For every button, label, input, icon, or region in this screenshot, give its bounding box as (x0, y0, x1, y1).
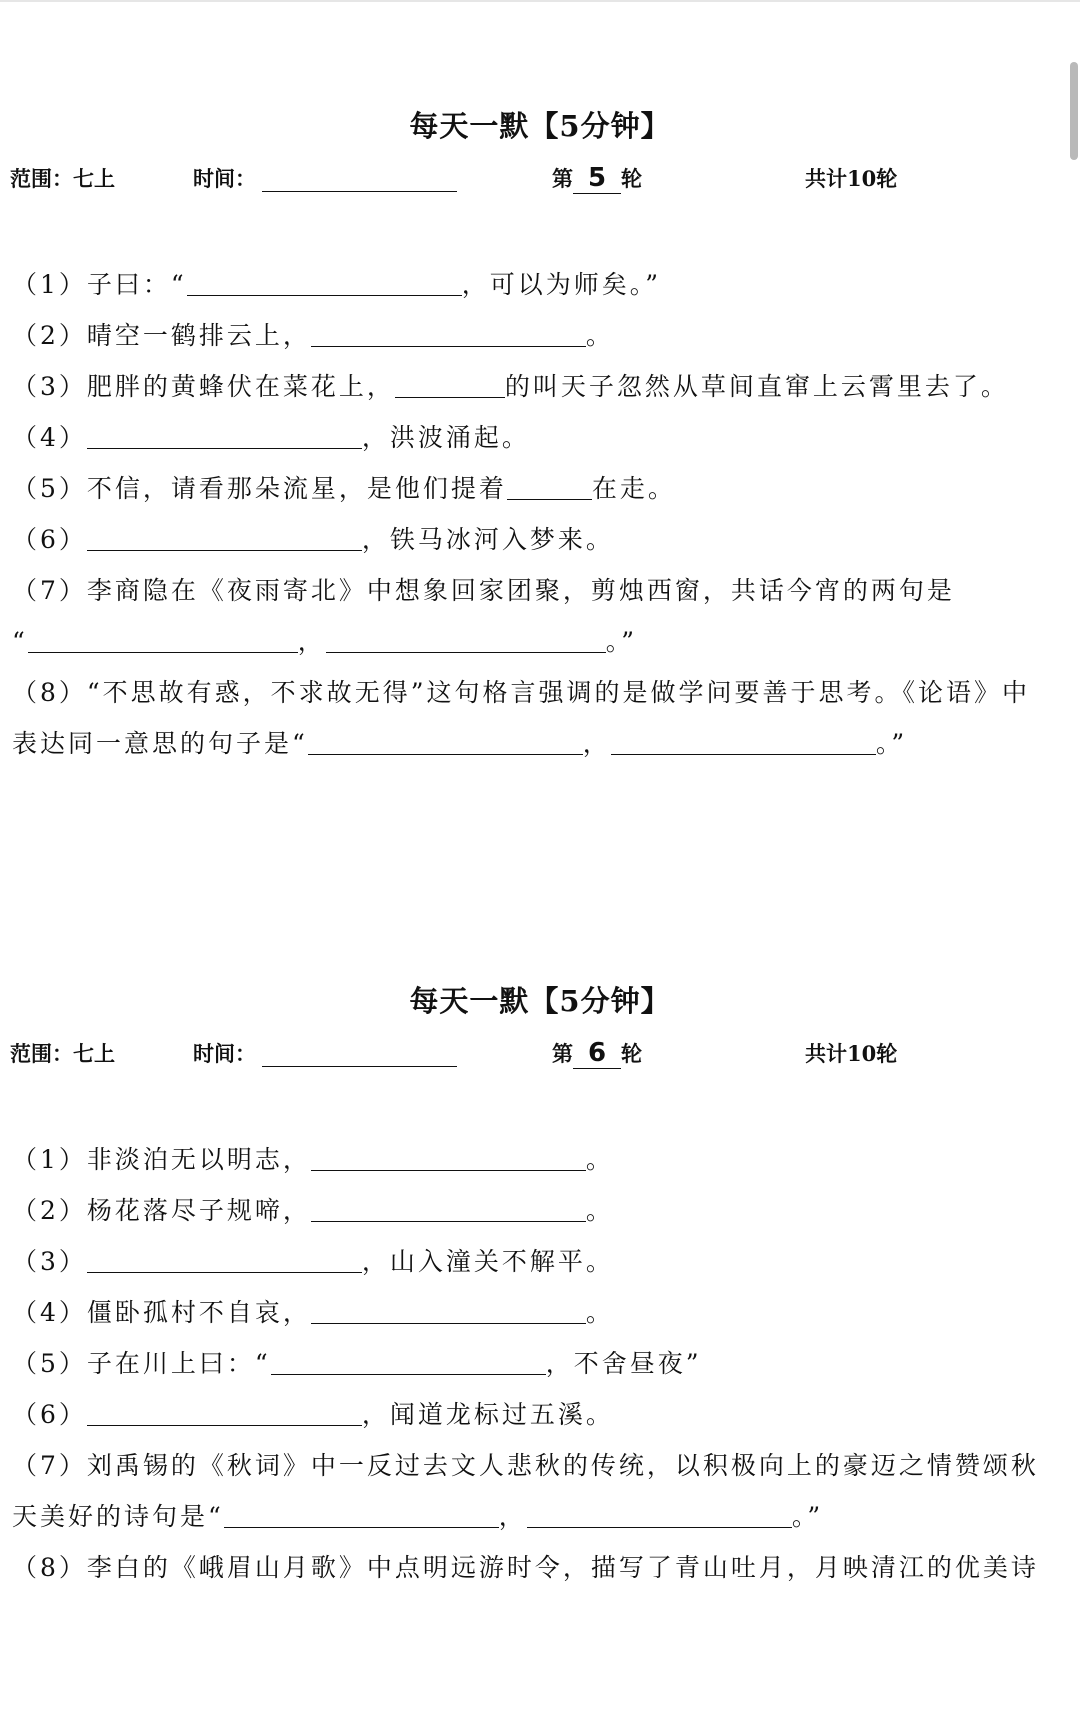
sheet-title: 每天一默【5分钟】 (409, 984, 671, 1018)
sheet-title: 每天一默【5分钟】 (409, 109, 671, 143)
question-text: 。” (875, 729, 908, 758)
question-text: （3） (12, 1247, 87, 1276)
question-text: （2）晴空一鹤排云上， (12, 321, 311, 350)
question-7-answer (12, 1497, 823, 1533)
question-text: 。 (585, 1298, 614, 1327)
round-number: 5 (573, 163, 621, 194)
time-label: 时间： (193, 1041, 256, 1066)
answer-blank[interactable] (527, 1503, 792, 1528)
answer-blank[interactable] (224, 1503, 499, 1528)
question-text: 。” (605, 627, 638, 656)
question-6 (12, 520, 614, 556)
time-blank[interactable] (262, 1044, 457, 1067)
question-text: 。 (585, 1196, 614, 1225)
question-text: （6） (12, 1400, 87, 1429)
answer-blank[interactable] (308, 730, 583, 755)
question-2 (12, 1191, 614, 1227)
question-text: 表达同一意思的句子是“ (12, 729, 308, 758)
question-text: （4） (12, 423, 87, 452)
question-text: ，可以为师矣。” (461, 270, 661, 299)
answer-blank[interactable] (611, 730, 876, 755)
time-field (193, 163, 457, 193)
answer-blank[interactable] (395, 373, 505, 398)
question-text: ，洪波涌起。 (361, 423, 530, 452)
answer-blank[interactable] (271, 1350, 546, 1375)
question-text: “ (12, 627, 28, 656)
question-text: （5）不信，请看那朵流星，是他们提着 (12, 474, 507, 503)
question-7 (12, 571, 955, 607)
question-text: ，闻道龙标过五溪。 (361, 1400, 614, 1429)
question-text: （6） (12, 525, 87, 554)
question-text: （3）肥胖的黄蜂伏在菜花上， (12, 372, 395, 401)
total-rounds: 共计10轮 (805, 1041, 898, 1066)
question-6 (12, 1395, 614, 1431)
answer-blank[interactable] (326, 628, 606, 653)
round-number: 6 (573, 1038, 621, 1069)
time-label: 时间： (193, 166, 256, 191)
question-text: 。 (585, 1145, 614, 1174)
question-text: （7）刘禹锡的《秋词》中一反过去文人悲秋的传统，以积极向上的豪迈之情赞颂秋 (12, 1451, 1039, 1480)
round-indicator (552, 163, 642, 194)
question-3 (12, 1242, 614, 1278)
question-text: ， (297, 627, 326, 656)
answer-blank[interactable] (87, 1248, 362, 1273)
question-text: ，铁马冰河入梦来。 (361, 525, 614, 554)
question-7 (12, 1446, 1039, 1482)
answer-blank[interactable] (311, 1299, 586, 1324)
question-text: （7）李商隐在《夜雨寄北》中想象回家团聚，剪烛西窗，共话今宵的两句是 (12, 576, 955, 605)
question-text: （1）非淡泊无以明志， (12, 1145, 311, 1174)
question-text: ，山入潼关不解平。 (361, 1247, 614, 1276)
answer-blank[interactable] (28, 628, 298, 653)
question-5 (12, 1344, 701, 1380)
time-field (193, 1038, 457, 1068)
question-text: 。 (585, 321, 614, 350)
question-text: 的叫天子忽然从草间直窜上云霄里去了。 (504, 372, 1009, 401)
question-4 (12, 1293, 614, 1329)
answer-blank[interactable] (87, 424, 362, 449)
question-text: 在走。 (591, 474, 676, 503)
range-label: 范围：七上 (10, 1041, 115, 1066)
question-text: 天美好的诗句是“ (12, 1502, 224, 1531)
question-text: （1）子曰：“ (12, 270, 187, 299)
question-7-answer (12, 622, 637, 658)
answer-blank[interactable] (87, 1401, 362, 1426)
question-5 (12, 469, 676, 505)
range-label: 范围：七上 (10, 166, 115, 191)
question-8 (12, 1548, 1039, 1584)
question-text: 。” (791, 1502, 824, 1531)
total-rounds: 共计10轮 (805, 166, 898, 191)
question-8 (12, 673, 1030, 709)
question-8-answer (12, 724, 907, 760)
question-text: （5）子在川上曰：“ (12, 1349, 271, 1378)
time-blank[interactable] (262, 169, 457, 192)
round-prefix: 第 (552, 166, 573, 191)
question-4 (12, 418, 530, 454)
round-suffix: 轮 (621, 1041, 642, 1066)
answer-blank[interactable] (87, 526, 362, 551)
answer-blank[interactable] (311, 1146, 586, 1171)
top-divider (0, 0, 1080, 2)
question-text: （4）僵卧孤村不自哀， (12, 1298, 311, 1327)
answer-blank[interactable] (311, 322, 586, 347)
question-text: ，不舍昼夜” (545, 1349, 702, 1378)
question-text: （2）杨花落尽子规啼， (12, 1196, 311, 1225)
answer-blank[interactable] (187, 271, 462, 296)
answer-blank[interactable] (507, 475, 592, 500)
question-1 (12, 265, 661, 301)
question-text: ， (498, 1502, 527, 1531)
question-text: ， (582, 729, 611, 758)
question-1 (12, 1140, 614, 1176)
question-3 (12, 367, 1009, 403)
question-2 (12, 316, 614, 352)
question-text: （8）李白的《峨眉山月歌》中点明远游时令，描写了青山吐月，月映清江的优美诗 (12, 1553, 1039, 1582)
round-prefix: 第 (552, 1041, 573, 1066)
question-text: （8）“不思故有惑，不求故无得”这句格言强调的是做学问要善于思考。《论语》中 (12, 678, 1030, 707)
round-suffix: 轮 (621, 166, 642, 191)
round-indicator (552, 1038, 642, 1069)
answer-blank[interactable] (311, 1197, 586, 1222)
